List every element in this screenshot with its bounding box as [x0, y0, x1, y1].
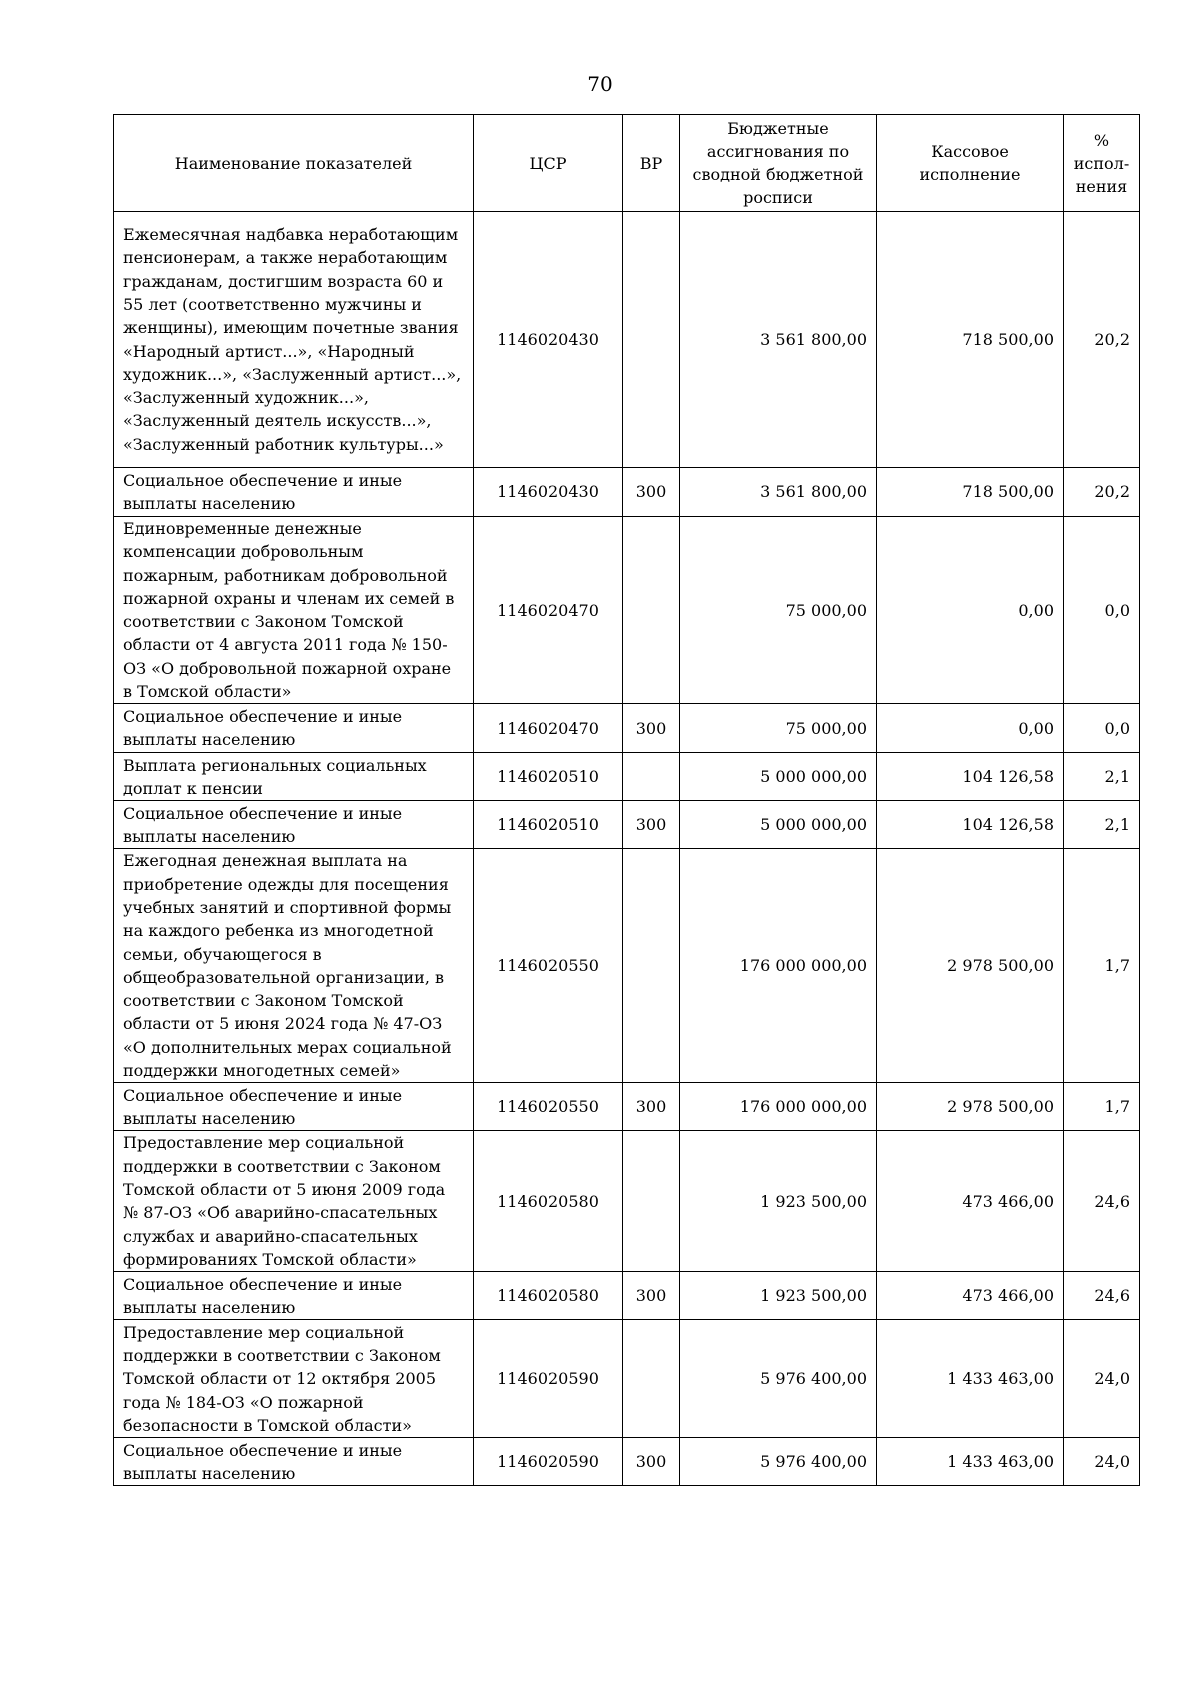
row-csr: 1146020510 — [474, 753, 623, 801]
row-cash: 2 978 500,00 — [877, 849, 1064, 1083]
row-cash: 104 126,58 — [877, 753, 1064, 801]
header-csr: ЦСР — [474, 115, 623, 212]
row-csr: 1146020470 — [474, 704, 623, 753]
row-name: Ежегодная денежная выплата на приобретение одежды для посещения учебных занятий и спортивной формы на каждого ребенка из многодетной семьи, обучающегося в общеобразовательной организации, в соответствии с Законом Томской области от 5 июня 2024 года № 47-ОЗ «О дополнительных мерах социальной поддержки многодетных семей» — [114, 849, 474, 1083]
budget-execution-table — [113, 114, 1140, 1486]
header-budget: Бюджетные ассигнования по сводной бюджетной росписи — [680, 115, 877, 212]
row-name: Социальное обеспечение и иные выплаты населению — [114, 1272, 474, 1320]
row-vr: 300 — [623, 1272, 680, 1320]
row-csr: 1146020510 — [474, 801, 623, 849]
row-cash: 2 978 500,00 — [877, 1083, 1064, 1131]
row-name: Социальное обеспечение и иные выплаты населению — [114, 1438, 474, 1486]
row-percent: 24,0 — [1064, 1320, 1140, 1438]
row-vr — [623, 212, 680, 468]
row-percent: 24,0 — [1064, 1438, 1140, 1486]
table-row — [114, 1131, 1140, 1272]
row-cash: 473 466,00 — [877, 1131, 1064, 1272]
row-percent: 2,1 — [1064, 801, 1140, 849]
row-name: Социальное обеспечение и иные выплаты населению — [114, 468, 474, 517]
row-cash: 1 433 463,00 — [877, 1438, 1064, 1486]
table-row — [114, 517, 1140, 704]
row-vr: 300 — [623, 468, 680, 517]
row-vr — [623, 1131, 680, 1272]
table-row — [114, 801, 1140, 849]
row-name: Единовременные денежные компенсации добровольным пожарным, работникам добровольной пожарной охраны и членам их семей в соответствии с Законом Томской области от 4 августа 2011 года № 150-ОЗ «О добровольной пожарной охране в Томской области» — [114, 517, 474, 704]
row-percent: 24,6 — [1064, 1272, 1140, 1320]
table-row — [114, 704, 1140, 753]
row-csr: 1146020430 — [474, 468, 623, 517]
row-csr: 1146020430 — [474, 212, 623, 468]
row-vr: 300 — [623, 704, 680, 753]
row-vr — [623, 849, 680, 1083]
table-row — [114, 753, 1140, 801]
row-vr: 300 — [623, 801, 680, 849]
table-row — [114, 1320, 1140, 1438]
row-budget: 1 923 500,00 — [680, 1272, 877, 1320]
row-csr: 1146020590 — [474, 1438, 623, 1486]
row-cash: 718 500,00 — [877, 212, 1064, 468]
row-csr: 1146020550 — [474, 849, 623, 1083]
row-csr: 1146020550 — [474, 1083, 623, 1131]
table-header-row — [114, 115, 1140, 212]
row-percent: 0,0 — [1064, 704, 1140, 753]
row-csr: 1146020470 — [474, 517, 623, 704]
row-budget: 5 000 000,00 — [680, 801, 877, 849]
row-csr: 1146020580 — [474, 1131, 623, 1272]
row-cash: 718 500,00 — [877, 468, 1064, 517]
row-cash: 104 126,58 — [877, 801, 1064, 849]
row-percent: 2,1 — [1064, 753, 1140, 801]
row-budget: 1 923 500,00 — [680, 1131, 877, 1272]
row-cash: 473 466,00 — [877, 1272, 1064, 1320]
row-csr: 1146020580 — [474, 1272, 623, 1320]
table-row — [114, 849, 1140, 1083]
row-name: Выплата региональных социальных доплат к пенсии — [114, 753, 474, 801]
row-budget: 75 000,00 — [680, 517, 877, 704]
row-budget: 3 561 800,00 — [680, 212, 877, 468]
row-name: Ежемесячная надбавка неработающим пенсионерам, а также неработающим гражданам, достигшим возраста 60 и 55 лет (соответственно мужчины и женщины), имеющим почетные звания «Народный артист...», «Народный художник...», «Заслуженный артист...», «Заслуженный художник...», «Заслуженный деятель искусств...», «Заслуженный работник культуры...» — [114, 212, 474, 468]
table-row — [114, 1083, 1140, 1131]
row-vr — [623, 1320, 680, 1438]
row-name: Социальное обеспечение и иные выплаты населению — [114, 801, 474, 849]
row-budget: 176 000 000,00 — [680, 849, 877, 1083]
row-budget: 5 976 400,00 — [680, 1438, 877, 1486]
row-vr: 300 — [623, 1083, 680, 1131]
row-name: Социальное обеспечение и иные выплаты населению — [114, 704, 474, 753]
header-name: Наименование показателей — [114, 115, 474, 212]
table-row — [114, 212, 1140, 468]
row-percent: 1,7 — [1064, 849, 1140, 1083]
row-vr — [623, 517, 680, 704]
header-cash: Кассовое исполнение — [877, 115, 1064, 212]
row-budget: 3 561 800,00 — [680, 468, 877, 517]
row-percent: 0,0 — [1064, 517, 1140, 704]
row-cash: 0,00 — [877, 704, 1064, 753]
row-percent: 20,2 — [1064, 212, 1140, 468]
row-vr — [623, 753, 680, 801]
row-name: Социальное обеспечение и иные выплаты населению — [114, 1083, 474, 1131]
row-budget: 176 000 000,00 — [680, 1083, 877, 1131]
row-budget: 75 000,00 — [680, 704, 877, 753]
header-vr: ВР — [623, 115, 680, 212]
row-vr: 300 — [623, 1438, 680, 1486]
header-percent: % испол-нения — [1064, 115, 1140, 212]
row-csr: 1146020590 — [474, 1320, 623, 1438]
table-row — [114, 468, 1140, 517]
table-row — [114, 1438, 1140, 1486]
row-percent: 1,7 — [1064, 1083, 1140, 1131]
row-cash: 1 433 463,00 — [877, 1320, 1064, 1438]
page-number: 70 — [587, 72, 613, 96]
row-name: Предоставление мер социальной поддержки в соответствии с Законом Томской области от 12 октября 2005 года № 184-ОЗ «О пожарной безопасности в Томской области» — [114, 1320, 474, 1438]
row-percent: 24,6 — [1064, 1131, 1140, 1272]
row-cash: 0,00 — [877, 517, 1064, 704]
table-row — [114, 1272, 1140, 1320]
row-percent: 20,2 — [1064, 468, 1140, 517]
row-budget: 5 976 400,00 — [680, 1320, 877, 1438]
row-budget: 5 000 000,00 — [680, 753, 877, 801]
row-name: Предоставление мер социальной поддержки в соответствии с Законом Томской области от 5 июня 2009 года № 87-ОЗ «Об аварийно-спасательных службах и аварийно-спасательных формированиях Томской области» — [114, 1131, 474, 1272]
